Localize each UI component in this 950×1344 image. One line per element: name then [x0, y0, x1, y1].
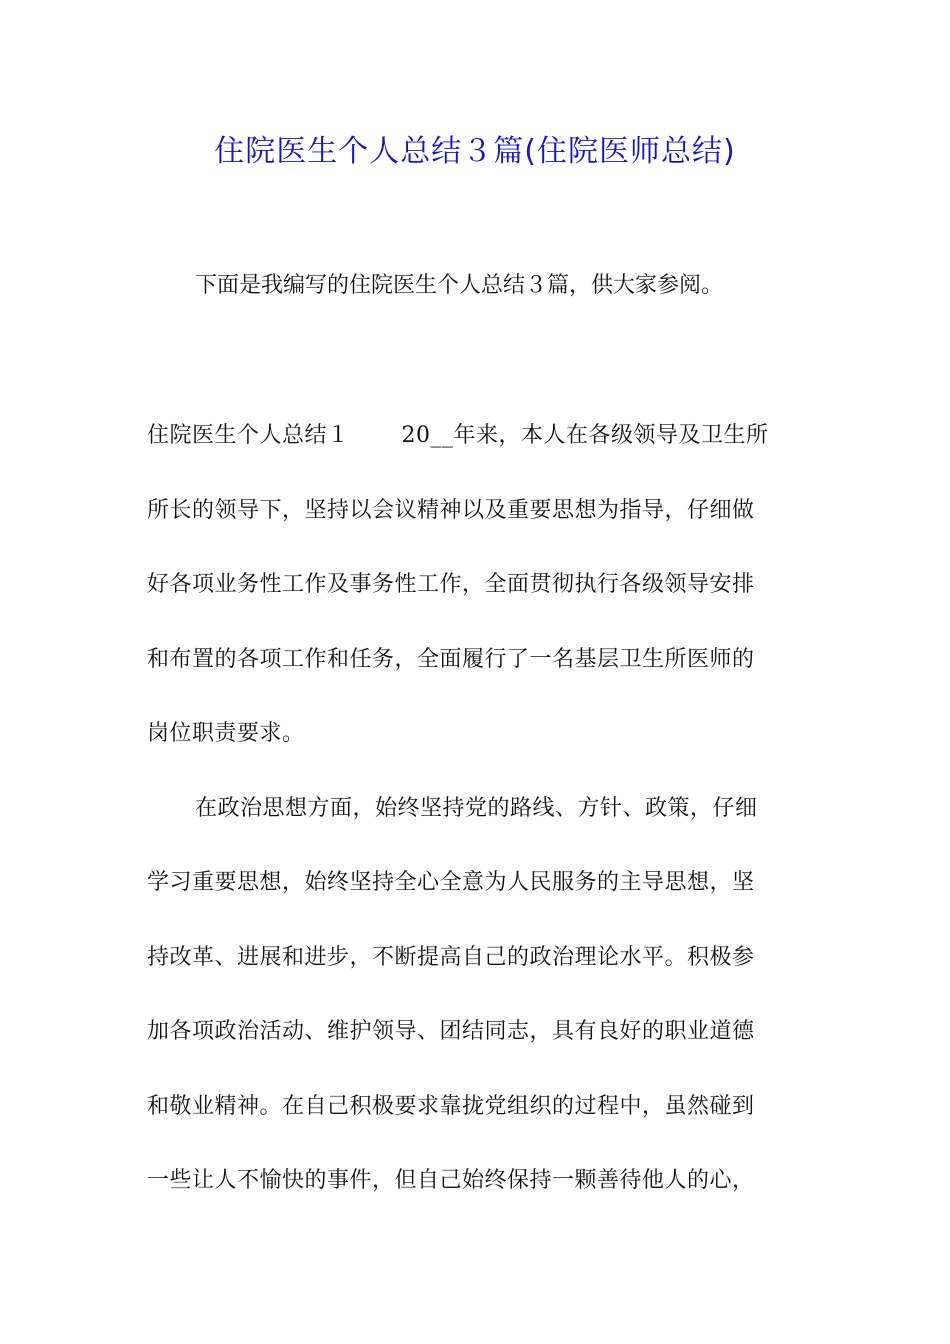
intro-paragraph: 下面是我编写的住院医生个人总结３篇，供大家参阅。 — [195, 273, 724, 298]
text-line: 一些让人不愉快的事件，但自己始终保持一颗善待他人的心， — [147, 1168, 755, 1193]
text-line: 和布置的各项工作和任务，全面履行了一名基层卫生所医师的 — [147, 646, 755, 672]
text-line: 持改革、进展和进步，不断提高自己的政治理论水平。积极参 — [147, 944, 755, 970]
document-title: 住院医生个人总结３篇(住院医师总结) — [214, 134, 736, 169]
text-line: 学习重要思想，始终坚持全心全意为人民服务的主导思想，坚 — [147, 870, 755, 895]
text-line: 所长的领导下，坚持以会议精神以及重要思想为指导，仔细做 — [147, 497, 755, 523]
text-line: 岗位职责要求。 — [147, 721, 305, 746]
text-line — [147, 412, 807, 487]
text-line: 在政治思想方面，始终坚持党的路线、方针、政策，仔细 — [195, 795, 758, 821]
text-line: 加各项政治活动、维护领导、团结同志，具有良好的职业道德 — [147, 1019, 755, 1044]
text-line: 好各项业务性工作及事务性工作，全面贯彻执行各级领导安排 — [147, 572, 755, 597]
section-heading: 住院医生个人总结１ — [147, 423, 350, 448]
body-text — [147, 412, 807, 1232]
text-line-content: 20__年来，本人在各级领导及卫生所 — [401, 423, 769, 448]
text-line: 和敬业精神。在自己积极要求靠拢党组织的过程中，虽然碰到 — [147, 1093, 755, 1119]
